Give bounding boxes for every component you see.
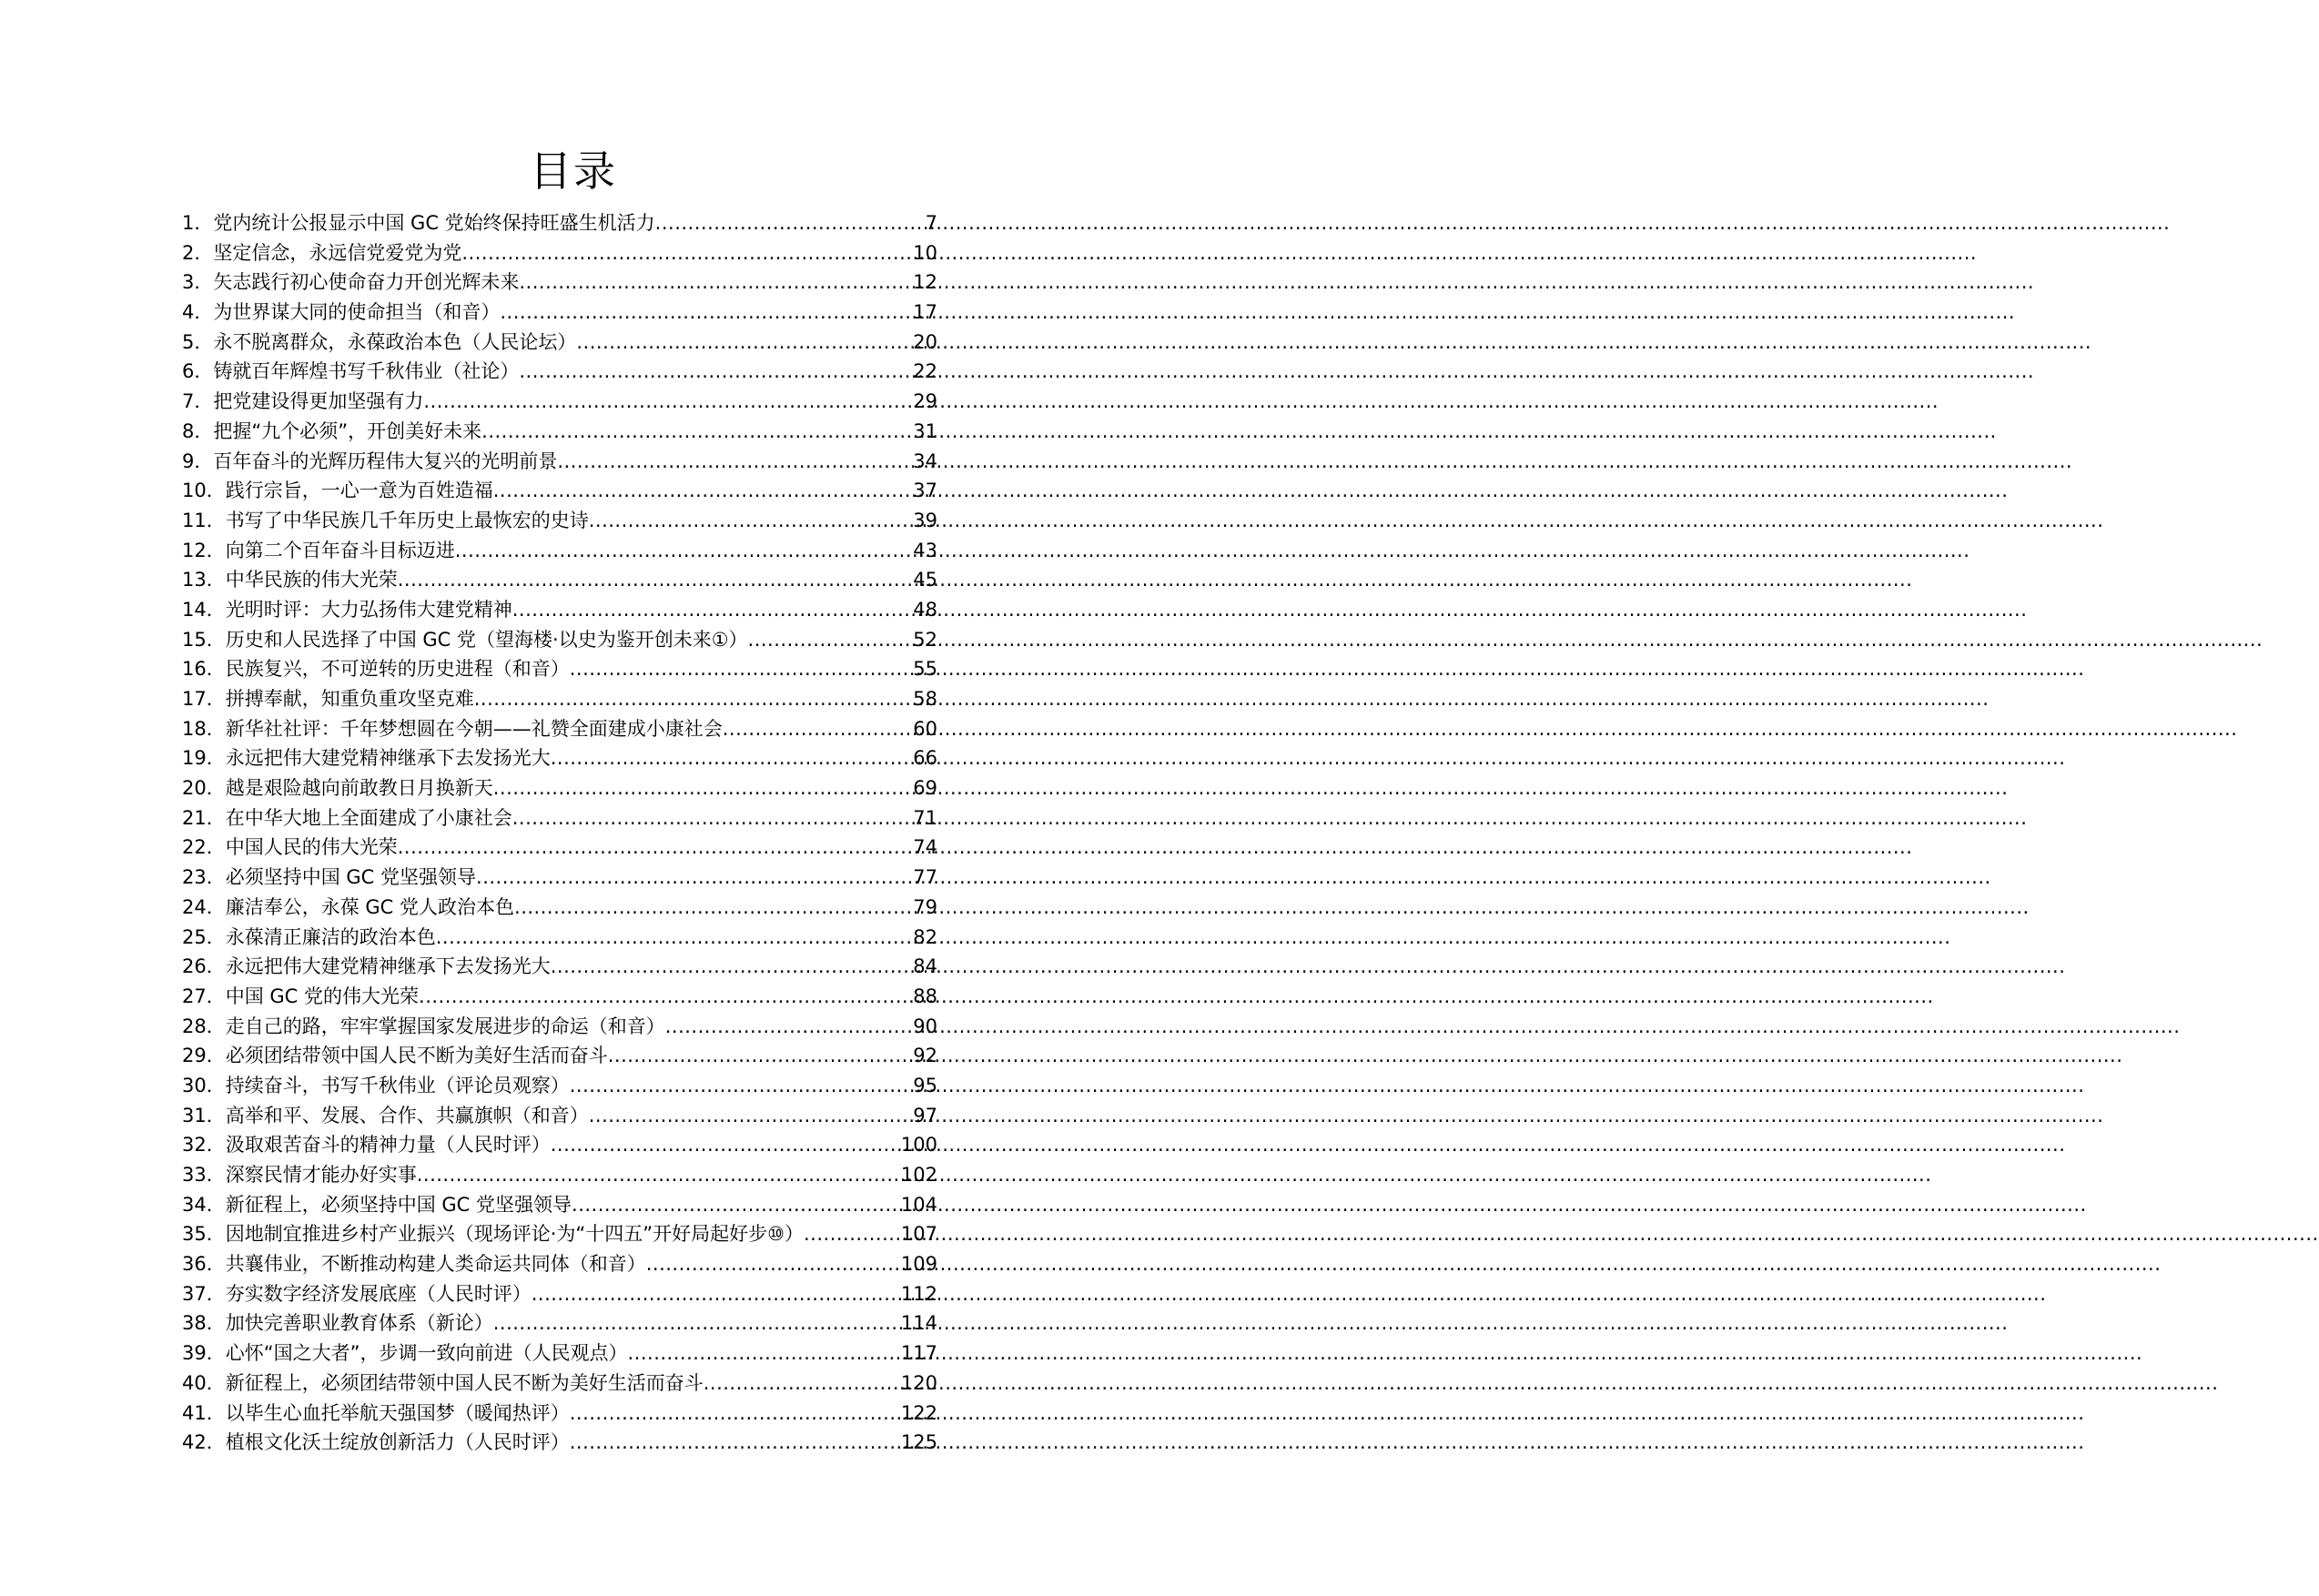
toc-dot-leader [519, 268, 913, 298]
toc-entry-page-number: 117 [900, 1342, 937, 1365]
toc-entry-title: 必须坚持中国 GC 党坚强领导 [225, 866, 477, 889]
toc-entry-number: 30． [182, 1074, 226, 1096]
toc-entry-page-number: 66 [913, 747, 937, 770]
toc-entry[interactable] [182, 1219, 937, 1249]
toc-dot-leader [481, 417, 913, 447]
toc-entry[interactable] [182, 1041, 937, 1071]
toc-entry[interactable] [182, 268, 937, 298]
toc-entry[interactable] [182, 1130, 937, 1160]
toc-dot-leader [551, 743, 914, 773]
toc-entry-title: 坚定信念，永远信党爱党为党 [213, 241, 462, 264]
toc-entry-page-number: 7 [925, 212, 937, 234]
toc-dot-leader [608, 1041, 914, 1071]
toc-entry[interactable] [182, 387, 937, 417]
toc-dot-leader [474, 684, 914, 714]
toc-entry-page-number: 71 [913, 806, 937, 829]
toc-entry[interactable] [182, 863, 937, 893]
toc-entry-page-number: 100 [900, 1134, 937, 1157]
toc-entry-number: 42． [182, 1431, 226, 1454]
toc-entry-number: 18． [182, 717, 226, 740]
toc-entry-page-number: 52 [913, 628, 937, 651]
toc-dot-leader [512, 803, 914, 833]
toc-entry[interactable] [182, 923, 937, 953]
toc-entry[interactable] [182, 417, 937, 447]
toc-entry-number: 38． [182, 1312, 226, 1335]
toc-entry-page-number: 77 [913, 866, 937, 889]
toc-entry[interactable] [182, 1308, 937, 1338]
toc-dot-leader [532, 1279, 901, 1309]
toc-dot-leader [398, 833, 914, 863]
toc-entry-title: 新征程上，必须坚持中国 GC 党坚强领导 [225, 1193, 572, 1216]
toc-entry-number: 26． [182, 955, 226, 978]
toc-entry-title: 以毕生心血托举航天强国梦（暖闻热评） [225, 1401, 570, 1424]
toc-entry[interactable] [182, 833, 937, 863]
toc-entry[interactable] [182, 803, 937, 833]
toc-entry-number: 15． [182, 628, 226, 651]
toc-entry-title: 向第二个百年奋斗目标迈进 [225, 539, 455, 561]
toc-entry-title: 永远把伟大建党精神继承下去发扬光大 [225, 747, 551, 770]
toc-entry-title: 必须团结带领中国人民不断为美好生活而奋斗 [225, 1045, 608, 1067]
toc-entry-number: 12． [182, 539, 226, 561]
toc-entry-title: 书写了中华民族几千年历史上最恢宏的史诗 [225, 509, 589, 531]
toc-entry-title: 加快完善职业教育体系（新论） [225, 1312, 493, 1335]
toc-entry[interactable] [182, 506, 937, 536]
toc-dot-leader [665, 1012, 914, 1042]
toc-entry-title: 中华民族的伟大光荣 [225, 569, 398, 591]
toc-entry[interactable] [182, 1160, 937, 1190]
toc-dot-leader [723, 714, 914, 744]
toc-dot-leader [570, 1399, 901, 1429]
toc-entry-number: 28． [182, 1015, 226, 1037]
toc-entry-page-number: 109 [900, 1253, 937, 1276]
toc-entry-page-number: 74 [913, 836, 937, 859]
toc-dot-leader [493, 773, 914, 803]
toc-entry-number: 41． [182, 1401, 226, 1424]
toc-entry-page-number: 97 [913, 1104, 937, 1126]
toc-dot-leader [570, 1428, 901, 1458]
toc-entry-page-number: 37 [913, 480, 937, 502]
toc-entry[interactable] [182, 893, 937, 923]
toc-entry-number: 3． [182, 271, 214, 294]
toc-entry[interactable] [182, 1279, 937, 1309]
toc-dot-leader [455, 536, 914, 566]
toc-entry-number: 6． [182, 360, 214, 383]
toc-entry-number: 1． [182, 212, 214, 234]
toc-entry-title: 民族复兴，不可逆转的历史进程（和音） [225, 658, 570, 681]
toc-entry[interactable] [182, 357, 937, 387]
toc-entry-title: 走自己的路，牢牢掌握国家发展进步的命运（和音） [225, 1015, 665, 1037]
toc-entry-title: 共襄伟业，不断推动构建人类命运共同体（和音） [225, 1253, 646, 1276]
toc-entry[interactable] [182, 208, 937, 238]
toc-entry[interactable] [182, 298, 937, 328]
toc-entry-number: 24． [182, 895, 226, 918]
toc-dot-leader [646, 1249, 901, 1279]
toc-entry[interactable] [182, 714, 937, 744]
toc-dot-leader [589, 506, 914, 536]
toc-dot-leader [551, 1130, 901, 1160]
document-page [0, 0, 1129, 1596]
toc-entry-title: 心怀“国之大者”，步调一致向前进（人民观点） [225, 1342, 628, 1365]
toc-entry-number: 9． [182, 450, 214, 472]
toc-entry[interactable] [182, 1190, 937, 1220]
toc-entry-title: 永葆清正廉洁的政治本色 [225, 925, 436, 948]
toc-entry-page-number: 79 [913, 895, 937, 918]
toc-dot-leader [655, 208, 926, 238]
toc-entry-number: 5． [182, 330, 214, 353]
toc-entry-page-number: 17 [913, 301, 937, 324]
toc-entry[interactable] [182, 1399, 937, 1429]
toc-entry-number: 14． [182, 598, 226, 621]
toc-dot-leader [512, 595, 914, 625]
toc-dot-leader [557, 447, 913, 477]
toc-entry-number: 17． [182, 688, 226, 710]
toc-entry[interactable] [182, 565, 937, 595]
toc-dot-leader [398, 565, 914, 595]
toc-dot-leader [572, 1190, 901, 1220]
toc-entry-number: 8． [182, 419, 214, 442]
toc-entry-page-number: 45 [913, 569, 937, 591]
toc-entry-title: 新征程上，必须团结带领中国人民不断为美好生活而奋斗 [225, 1371, 704, 1394]
toc-dot-leader [570, 1071, 914, 1101]
toc-entry-number: 27． [182, 985, 226, 1007]
toc-entry[interactable] [182, 1012, 937, 1042]
toc-entry-number: 29． [182, 1045, 226, 1067]
toc-entry-page-number: 104 [900, 1193, 937, 1216]
toc-dot-leader [493, 476, 914, 506]
toc-entry-page-number: 90 [913, 1015, 937, 1037]
toc-entry-page-number: 34 [913, 450, 937, 472]
toc-dot-leader [436, 923, 914, 953]
toc-entry-number: 25． [182, 925, 226, 948]
toc-dot-leader [748, 625, 914, 655]
toc-entry[interactable] [182, 684, 937, 714]
toc-entry-title: 践行宗旨，一心一意为百姓造福 [225, 480, 493, 502]
toc-entry-title: 在中华大地上全面建成了小康社会 [225, 806, 512, 829]
toc-entry-number: 2． [182, 241, 214, 264]
toc-entry-page-number: 82 [913, 925, 937, 948]
toc-entry-title: 廉洁奉公，永葆 GC 党人政治本色 [225, 895, 515, 918]
toc-entry[interactable] [182, 1428, 937, 1458]
toc-entry-page-number: 43 [913, 539, 937, 561]
toc-entry[interactable] [182, 1369, 937, 1399]
toc-entry-page-number: 39 [913, 509, 937, 531]
toc-entry-title: 夯实数字经济发展底座（人民时评） [225, 1282, 532, 1305]
toc-entry-page-number: 55 [913, 658, 937, 681]
toc-entry[interactable] [182, 952, 937, 982]
toc-entry-title: 深察民情才能办好实事 [225, 1164, 417, 1186]
toc-entry-page-number: 69 [913, 777, 937, 800]
toc-dot-leader [570, 654, 914, 684]
toc-entry-page-number: 102 [900, 1164, 937, 1186]
toc-entry-title: 因地制宜推进乡村产业振兴（现场评论·为“十四五”开好局起好步⑩） [225, 1223, 804, 1246]
toc-dot-leader [551, 952, 914, 982]
toc-entry-number: 36． [182, 1253, 226, 1276]
toc-entry-title: 拼搏奉献，知重负重攻坚克难 [225, 688, 474, 710]
toc-entry[interactable] [182, 1071, 937, 1101]
toc-entry-number: 13． [182, 569, 226, 591]
toc-dot-leader [419, 982, 913, 1012]
toc-entry-number: 21． [182, 806, 226, 829]
toc-entry[interactable] [182, 476, 937, 506]
toc-entry-number: 19． [182, 747, 226, 770]
toc-entry-page-number: 88 [913, 985, 937, 1007]
toc-entry-title: 汲取艰苦奋斗的精神力量（人民时评） [225, 1134, 551, 1157]
toc-entry-page-number: 48 [913, 598, 937, 621]
toc-entry[interactable] [182, 654, 937, 684]
toc-dot-leader [804, 1219, 901, 1249]
toc-entry[interactable] [182, 625, 937, 655]
toc-entry-title: 植根文化沃土绽放创新活力（人民时评） [225, 1431, 570, 1454]
toc-entry-page-number: 120 [900, 1371, 937, 1394]
toc-entry-title: 光明时评：大力弘扬伟大建党精神 [225, 598, 512, 621]
toc-entry-number: 39． [182, 1342, 226, 1365]
toc-entry[interactable] [182, 536, 937, 566]
toc-entry-number: 31． [182, 1104, 226, 1126]
toc-entry-page-number: 12 [913, 271, 937, 294]
toc-dot-leader [417, 1160, 901, 1190]
toc-entry[interactable] [182, 1338, 937, 1369]
toc-entry[interactable] [182, 238, 937, 268]
toc-entry-page-number: 10 [913, 241, 937, 264]
toc-entry-title: 中国 GC 党的伟大光荣 [225, 985, 420, 1007]
toc-entry-title: 永远把伟大建党精神继承下去发扬光大 [225, 955, 551, 978]
toc-entry-title: 历史和人民选择了中国 GC 党（望海楼·以史为鉴开创未来①） [225, 628, 748, 651]
toc-entry-number: 22． [182, 836, 226, 859]
toc-entry[interactable] [182, 1101, 937, 1131]
toc-entry-title: 党内统计公报显示中国 GC 党始终保持旺盛生机活力 [213, 212, 655, 234]
toc-entry-title: 把握“九个必须”，开创美好未来 [213, 419, 482, 442]
toc-entry[interactable] [182, 447, 937, 477]
toc-entry-number: 23． [182, 866, 226, 889]
page-title: 目录 [530, 146, 617, 196]
toc-entry-title: 百年奋斗的光辉历程伟大复兴的光明前景 [213, 450, 558, 472]
toc-entry[interactable] [182, 1249, 937, 1279]
toc-entry-number: 35． [182, 1223, 226, 1246]
toc-dot-leader [519, 357, 913, 387]
toc-dot-leader [423, 387, 913, 417]
toc-entry-title: 矢志践行初心使命奋力开创光辉未来 [213, 271, 520, 294]
toc-entry-title: 越是艰险越向前敢教日月换新天 [225, 777, 493, 800]
toc-entry-page-number: 22 [913, 360, 937, 383]
toc-entry-title: 持续奋斗，书写千秋伟业（评论员观察） [225, 1074, 570, 1096]
toc-entry-number: 40． [182, 1371, 226, 1394]
toc-entry-number: 7． [182, 390, 214, 413]
toc-dot-leader [493, 1308, 901, 1338]
toc-entry-number: 37． [182, 1282, 226, 1305]
toc-entry-page-number: 58 [913, 688, 937, 710]
toc-entry-page-number: 31 [913, 419, 937, 442]
toc-dot-leader [628, 1338, 901, 1369]
toc-entry[interactable] [182, 743, 937, 773]
toc-entry-title: 中国人民的伟大光荣 [225, 836, 398, 859]
toc-entry-title: 新华社社评：千年梦想圆在今朝——礼赞全面建成小康社会 [225, 717, 723, 740]
toc-entry-number: 20． [182, 777, 226, 800]
toc-entry-title: 铸就百年辉煌书写千秋伟业（社论） [213, 360, 520, 383]
toc-entry[interactable] [182, 982, 937, 1012]
toc-entry-number: 16． [182, 658, 226, 681]
toc-entry[interactable] [182, 328, 937, 358]
toc-entry-page-number: 107 [900, 1223, 937, 1246]
toc-entry-page-number: 29 [913, 390, 937, 413]
toc-entry-page-number: 95 [913, 1074, 937, 1096]
toc-entry-page-number: 84 [913, 955, 937, 978]
toc-entry-title: 把党建设得更加坚强有力 [213, 390, 424, 413]
toc-entry-page-number: 60 [913, 717, 937, 740]
toc-entry-page-number: 125 [900, 1431, 937, 1454]
toc-entry-title: 永不脱离群众，永葆政治本色（人民论坛） [213, 330, 577, 353]
toc-entry-page-number: 92 [913, 1045, 937, 1067]
toc-entry-page-number: 112 [900, 1282, 937, 1305]
toc-dot-leader [589, 1101, 914, 1131]
toc-entry[interactable] [182, 595, 937, 625]
toc-entry-number: 4． [182, 301, 214, 324]
toc-entry-number: 10． [182, 480, 226, 502]
toc-entry-page-number: 20 [913, 330, 937, 353]
toc-entry-number: 34． [182, 1193, 226, 1216]
toc-dot-leader [576, 328, 913, 358]
toc-dot-leader [514, 893, 913, 923]
toc-dot-leader [461, 238, 913, 268]
toc-entry-number: 11． [182, 509, 226, 531]
toc-entry-page-number: 114 [900, 1312, 937, 1335]
toc-entry-number: 33． [182, 1164, 226, 1186]
toc-dot-leader [476, 863, 913, 893]
toc-entry-page-number: 122 [900, 1401, 937, 1424]
toc-entry-title: 高举和平、发展、合作、共赢旗帜（和音） [225, 1104, 589, 1126]
toc-dot-leader [500, 298, 913, 328]
table-of-contents [182, 208, 937, 1458]
toc-dot-leader [704, 1369, 901, 1399]
toc-entry-number: 32． [182, 1134, 226, 1157]
toc-entry-title: 为世界谋大同的使命担当（和音） [213, 301, 501, 324]
toc-entry[interactable] [182, 773, 937, 803]
